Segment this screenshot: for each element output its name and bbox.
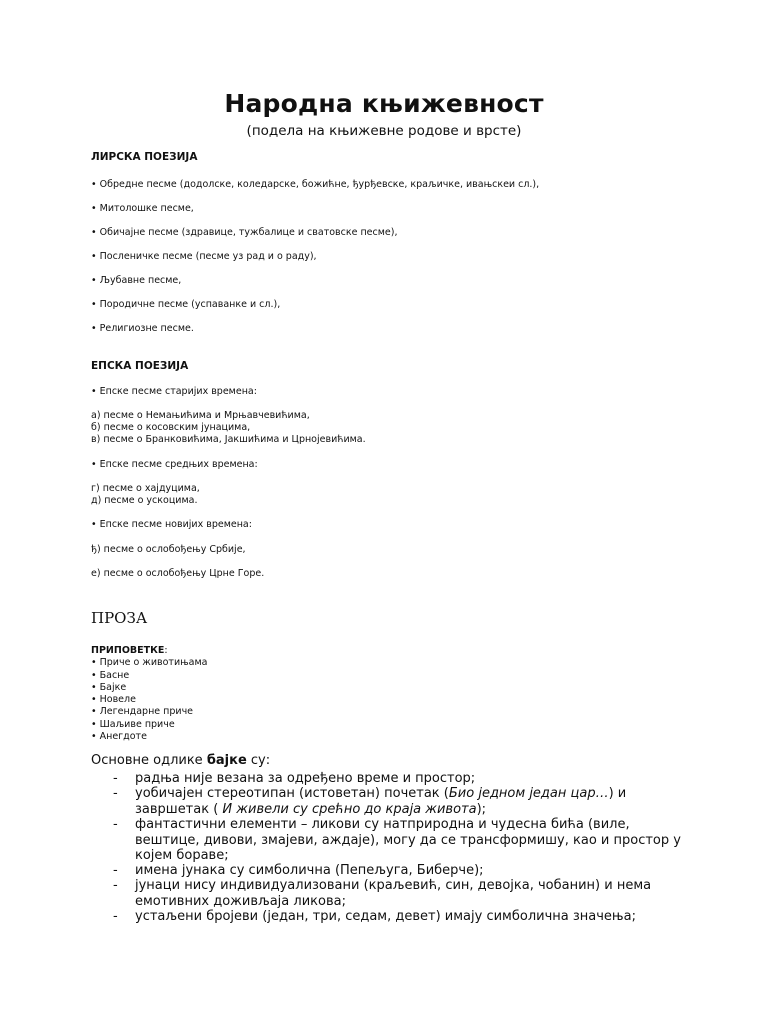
trait-text: );	[476, 801, 487, 817]
trait-line: фантастични елементи – ликови су натприродна и чудесна бића (виле,	[135, 817, 630, 832]
trait-italic: Био једном један цар…	[448, 786, 609, 801]
epic-older-item: в) песме о Бранковићима, Јакшићима и Црнојевићима.	[91, 434, 366, 445]
trait-text: ) и	[608, 786, 627, 801]
list-item: • Легендарне приче	[91, 706, 194, 718]
intro-bold-word: бајке	[206, 753, 247, 768]
lyric-item: • Љубавне песме,	[91, 275, 182, 286]
lyric-item: • Религиозне песме.	[91, 323, 194, 334]
list-item: • Шаљиве приче	[91, 718, 175, 730]
trait-item: устаљени бројеви (један, три, седам, девет) имају симболична значења;	[135, 909, 636, 924]
document-title: Народна књижевност	[224, 89, 544, 118]
trait-item: имена јунака су симболична (Пепељуга, Биберче);	[135, 863, 484, 878]
list-item: • Приче о животињама	[91, 657, 208, 669]
epic-newer-item: ђ) песме о ослобођењу Србије,	[91, 544, 246, 555]
dash-bullet: -	[113, 863, 118, 878]
trait-line	[135, 786, 695, 802]
trait-line: којем бораве;	[135, 848, 229, 863]
dash-bullet: -	[113, 909, 118, 924]
trait-line	[135, 802, 695, 818]
stories-list	[91, 645, 207, 743]
epic-older-item: а) песме о Немањићима и Мрњавчевићима,	[91, 410, 310, 421]
lyric-item: • Обредне песме (додолске, коледарске, божићне, ђурђевске, краљичке, ивањскеи сл.),	[91, 179, 540, 190]
lyric-item: • Посленичке песме (песме уз рад и о раду),	[91, 251, 317, 262]
lyric-item: • Обичајне песме (здравице, тужбалице и сватовске песме),	[91, 227, 398, 238]
trait-line: јунаци нису индивидуализовани (краљевић, син, девојка, чобанин) и нема	[135, 878, 652, 893]
fairytale-intro	[91, 753, 270, 768]
list-item: • Басне	[91, 669, 130, 681]
trait-item: радња није везана за одређено време и простор;	[135, 771, 476, 786]
trait-text: уобичајен стереотипан (истоветан) почетак (	[135, 786, 449, 801]
list-item: • Бајке	[91, 681, 127, 693]
lyric-heading: ЛИРСКА ПОЕЗИЈА	[91, 151, 198, 163]
lyric-item: • Митолошке песме,	[91, 203, 194, 214]
trait-item	[135, 786, 695, 817]
stories-label-text: ПРИПОВЕТКЕ	[91, 645, 165, 656]
epic-middle-item: д) песме о ускоцима.	[91, 495, 198, 506]
epic-heading: ЕПСКА ПОЕЗИЈА	[91, 360, 189, 372]
intro-text-before: Основне одлике	[91, 753, 207, 768]
epic-newer-item: е) песме о ослобођењу Црне Горе.	[91, 568, 265, 579]
list-item: • Анегдоте	[91, 731, 147, 743]
dash-bullet: -	[113, 786, 118, 801]
intro-text-after: су:	[246, 753, 271, 768]
trait-line: вештице, дивови, змајеви, аждаје), могу да се трансформишу, као и простор у	[135, 832, 681, 848]
epic-middle-label: • Епске песме средњих времена:	[91, 459, 258, 470]
dash-bullet: -	[113, 878, 118, 893]
document-subtitle: (подела на књижевне родове и врсте)	[246, 123, 522, 139]
prose-heading: ПРОЗА	[91, 609, 148, 627]
epic-older-item: б) песме о косовским јунацима,	[91, 422, 251, 433]
trait-item	[135, 878, 695, 909]
trait-line: емотивних доживљаја ликова;	[135, 893, 346, 909]
dash-bullet: -	[113, 817, 118, 832]
epic-older-label: • Епске песме старијих времена:	[91, 386, 257, 397]
trait-italic: И живели су срећно до краја живота	[222, 801, 477, 817]
lyric-item: • Породичне песме (успаванке и сл.),	[91, 299, 281, 310]
epic-middle-item: г) песме о хајдуцима,	[91, 483, 200, 494]
stories-label-colon: :	[164, 645, 168, 656]
list-item: • Новеле	[91, 694, 136, 706]
trait-item	[135, 817, 695, 864]
epic-newer-label: • Епске песме новијих времена:	[91, 519, 252, 530]
dash-bullet: -	[113, 771, 118, 786]
trait-text: завршетак (	[135, 801, 223, 817]
stories-label	[91, 645, 207, 657]
